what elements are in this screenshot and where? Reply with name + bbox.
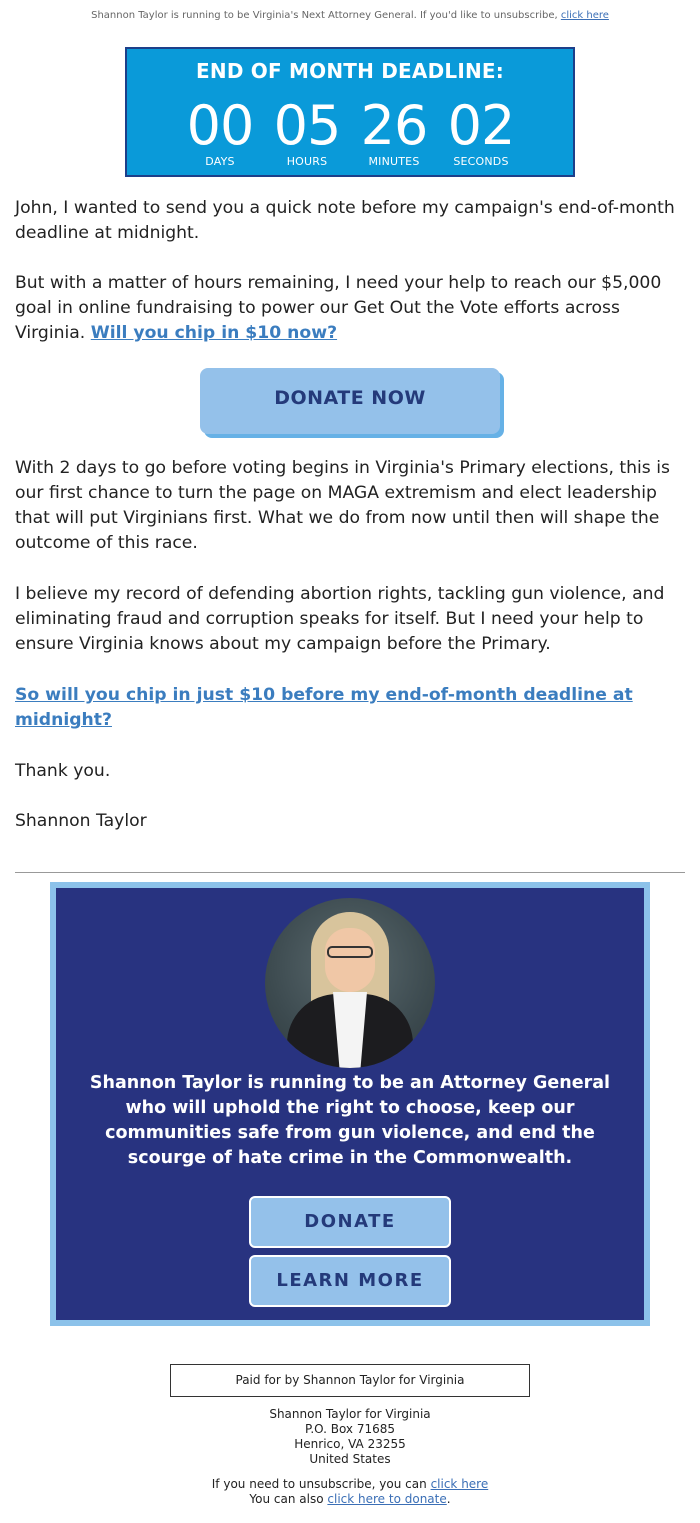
- countdown-seconds-value: 02: [447, 94, 515, 157]
- footer-unsubscribe-text: If you need to unsubscribe, you can: [211, 1477, 427, 1491]
- footer-city: Henrico, VA 23255: [294, 1437, 406, 1451]
- learn-more-button[interactable]: LEARN MORE: [249, 1255, 451, 1307]
- preheader-text: Shannon Taylor is running to be Virginia's Next Attorney General. If you'd like to unsubscribe,: [91, 10, 558, 21]
- countdown-days-value: 00: [186, 94, 254, 157]
- footer-org: Shannon Taylor for Virginia: [269, 1407, 431, 1421]
- footer-donate-link[interactable]: click here to donate: [327, 1492, 447, 1506]
- countdown-hours-label: HOURS: [286, 155, 328, 168]
- donate-button[interactable]: DONATE: [249, 1196, 451, 1248]
- footer-donate-text: You can also: [249, 1492, 324, 1506]
- footer-donate-period: .: [446, 1492, 451, 1506]
- preheader: [0, 10, 700, 21]
- footer-links: [0, 1477, 700, 1507]
- deadline-chip-in-link[interactable]: So will you chip in just $10 before my end-of-month deadline at midnight?: [15, 685, 633, 730]
- countdown-timer: [125, 47, 575, 177]
- preheader-unsubscribe-link[interactable]: click here: [560, 10, 609, 21]
- body-paragraph-3: With 2 days to go before voting begins in Virginia's Primary elections, this is our first chance to turn the page on MAGA extremism and elect leadership that will put Virginians first. What we do from now until then will shape the outcome of this race.: [15, 458, 670, 553]
- countdown-seconds-label: SECONDS: [453, 155, 509, 168]
- signature: Shannon Taylor: [15, 811, 147, 831]
- footer-country: United States: [309, 1452, 391, 1466]
- footer-donate-line: [0, 1492, 700, 1507]
- countdown-seconds: [436, 94, 526, 168]
- candidate-bio-panel: [50, 882, 650, 1326]
- countdown-minutes-label: MINUTES: [368, 155, 420, 168]
- body-paragraph-2-text: But with a matter of hours remaining, I need your help to reach our $5,000 goal in online fundraising to power our Get Out the Vote efforts across Virginia.: [15, 273, 662, 343]
- body-paragraph-5: [15, 683, 685, 733]
- body-paragraph-4: I believe my record of defending abortion rights, tackling gun violence, and eliminating fraud and corruption speaks for itself. But I need your help to ensure Virginia knows about my campaign before the Primary.: [15, 584, 665, 654]
- donate-now-button[interactable]: DONATE NOW: [200, 368, 500, 434]
- divider: [15, 872, 685, 873]
- countdown-minutes: [349, 94, 439, 168]
- countdown-title: END OF MONTH DEADLINE:: [196, 59, 504, 83]
- footer-unsubscribe-link[interactable]: click here: [430, 1477, 489, 1491]
- footer-po-box: P.O. Box 71685: [304, 1422, 396, 1436]
- countdown-hours-value: 05: [273, 94, 341, 157]
- footer-address: [0, 1407, 700, 1467]
- candidate-photo: [265, 898, 435, 1068]
- paid-for-disclaimer: Paid for by Shannon Taylor for Virginia: [170, 1364, 530, 1397]
- countdown-days: [175, 94, 265, 168]
- countdown-minutes-value: 26: [360, 94, 428, 157]
- countdown-hours: [262, 94, 352, 168]
- footer-unsubscribe-line: [0, 1477, 700, 1492]
- body-paragraph-1: John, I wanted to send you a quick note before my campaign's end-of-month deadline at midnight.: [15, 198, 675, 243]
- body-paragraph-2: [15, 271, 685, 346]
- thank-you: Thank you.: [15, 761, 111, 781]
- chip-in-link[interactable]: Will you chip in $10 now?: [90, 323, 338, 343]
- candidate-bio-text: Shannon Taylor is running to be an Attorney General who will uphold the right to choose, keep our communities safe from gun violence, and end the scourge of hate crime in the Commonwealth.: [89, 1073, 611, 1168]
- countdown-days-label: DAYS: [205, 155, 235, 168]
